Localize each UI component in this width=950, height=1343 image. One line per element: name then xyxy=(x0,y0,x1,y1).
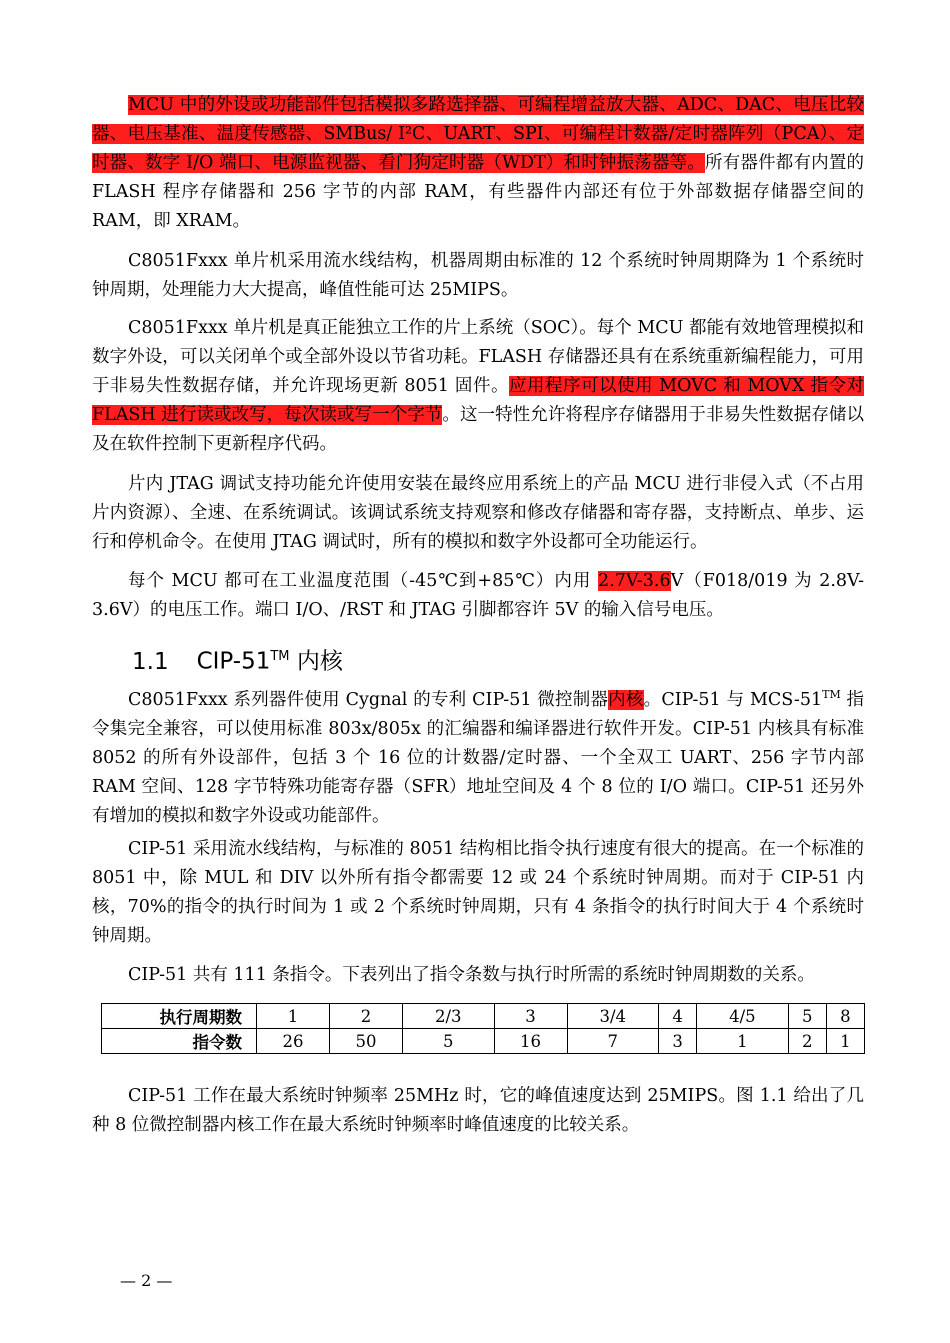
highlighted-text: 2.7V-3.6 xyxy=(598,571,671,591)
section-number: 1.1 xyxy=(132,648,169,675)
table-row xyxy=(102,1029,865,1054)
paragraph-pipeline: C8051Fxxx 单片机采用流水线结构，机器周期由标准的 12 个系统时钟周期降为 1 个系统时钟周期，处理能力大大提高，峰值性能可达 25MIPS。 xyxy=(92,251,864,300)
table-cell: 4 xyxy=(658,1004,696,1029)
trademark-sup: TM xyxy=(270,649,290,664)
paragraph-jtag: 片内 JTAG 调试支持功能允许使用安装在最终应用系统上的产品 MCU 进行非侵入式（不占用片内资源）、全速、在系统调试。该调试系统支持观察和修改存储器和寄存器，支持断点、单步、运行和停机命令。在使用 JTAG 调试时，所有的模拟和数字外设都可全功能运行。 xyxy=(92,474,864,552)
highlighted-text: MCU 中的外设或功能部件包括模拟多路选择器、可编程增益放大器、ADC、DAC、电压比较器、电压基准、温度传感器、SMBus/ I²C、UART、SPI、可编程计数器/定时器阵列（PCA）、定时器、数字 I/O 端口、电源监视器、看门狗定时器（WDT）和时钟振荡器等。 xyxy=(92,95,864,173)
table-cell: 50 xyxy=(330,1029,403,1054)
paragraph-text: 。这一特性允许将程序存储器用于非易失性数据存储以及在软件控制下更新程序代码。 xyxy=(92,405,865,454)
table-cell: 2 xyxy=(330,1004,403,1029)
highlighted-text: 内核 xyxy=(608,689,644,710)
table-cell: 3 xyxy=(494,1004,567,1029)
table-header-cell: 执行周期数 xyxy=(102,1004,257,1029)
paragraph-voltage xyxy=(92,567,864,625)
table-cell: 2 xyxy=(788,1029,826,1054)
page-number: — 2 — xyxy=(120,1271,173,1290)
table-cell: 5 xyxy=(403,1029,494,1054)
section-heading xyxy=(132,642,343,677)
paragraph-peak-speed: CIP-51 工作在最大系统时钟频率 25MHz 时，它的峰值速度达到 25MIPS。图 1.1 给出了几种 8 位微控制器内核工作在最大系统时钟频率时峰值速度的比较关系。 xyxy=(92,1086,864,1135)
table-cell: 4/5 xyxy=(697,1004,788,1029)
cycles-table xyxy=(101,1003,865,1054)
paragraph-text: V（F018/019 为 2.8V-3.6V）的电压工作。端口 I/O、/RST 和 JTAG 引脚都容许 5V 的输入信号电压。 xyxy=(92,571,864,620)
trademark-sup: TM xyxy=(822,688,841,701)
table-cell: 1 xyxy=(826,1029,864,1054)
table-cell: 16 xyxy=(494,1029,567,1054)
table-cell: 3 xyxy=(658,1029,696,1054)
table-cell: 1 xyxy=(697,1029,788,1054)
paragraph-instructions: CIP-51 共有 111 条指令。下表列出了指令条数与执行时所需的系统时钟周期数的关系。 xyxy=(128,965,815,985)
table-cell: 3/4 xyxy=(567,1004,658,1029)
table-row xyxy=(102,1004,865,1029)
paragraph-cip51-speed: CIP-51 采用流水线结构，与标准的 8051 结构相比指令执行速度有很大的提高。在一个标准的 8051 中，除 MUL 和 DIV 以外所有指令都需要 12 或 24 个系统时钟周期。而对于 CIP-51 内核，70%的指令的执行时间为 1 或 2 个系统时钟周期，只有 4 条指令的执行时间大于 4 个系统时钟周期。 xyxy=(92,839,864,946)
section-title: CIP-51 xyxy=(196,648,271,675)
table-cell: 7 xyxy=(567,1029,658,1054)
section-title-suffix: 内核 xyxy=(289,648,343,675)
paragraph-peripherals xyxy=(92,91,864,236)
table-cell: 26 xyxy=(257,1029,330,1054)
table-cell: 2/3 xyxy=(403,1004,494,1029)
table-cell: 1 xyxy=(257,1004,330,1029)
paragraph-text: 。CIP-51 与 MCS-51 xyxy=(643,689,823,710)
paragraph-soc xyxy=(92,314,864,459)
table-cell: 5 xyxy=(788,1004,826,1029)
paragraph-text: 所有器件都有内置的 FLASH 程序存储器和 256 字节的内部 RAM，有些器件内部还有位于外部数据存储器空间的 RAM，即 XRAM。 xyxy=(92,153,864,231)
paragraph-text: C8051Fxxx 单片机是真正能独立工作的片上系统（SOC）。每个 MCU 都能有效地管理模拟和数字外设，可以关闭单个或全部外设以节省功耗。FLASH 存储器还具有在系统重新编程能力，可用于非易失性数据存储，并允许现场更新 8051 固件。 xyxy=(92,318,864,396)
paragraph-text: C8051Fxxx 系列器件使用 Cygnal 的专利 CIP-51 微控制器 xyxy=(128,689,609,710)
paragraph-cip51-core xyxy=(92,680,864,831)
highlighted-text: 应用程序可以使用 MOVC 和 MOVX 指令对 FLASH 进行读或改写，每次读或写一个字节 xyxy=(92,376,864,425)
paragraph-text: 每个 MCU 都可在工业温度范围（-45℃到+85℃）内用 xyxy=(128,571,598,591)
table-header-cell: 指令数 xyxy=(102,1029,257,1054)
paragraph-text: 指令集完全兼容，可以使用标准 803x/805x 的汇编器和编译器进行软件开发。CIP-51 内核具有标准 8052 的所有外设部件，包括 3 个 16 位的计数器/定时器、一个全双工 UART、256 字节内部 RAM 空间、128 字节特殊功能寄存器（SFR）地址空间及 4 个 8 位的 I/O 端口。CIP-51 还另外有增加的模拟和数字外设或功能部件。 xyxy=(92,689,865,826)
table-cell: 8 xyxy=(826,1004,864,1029)
